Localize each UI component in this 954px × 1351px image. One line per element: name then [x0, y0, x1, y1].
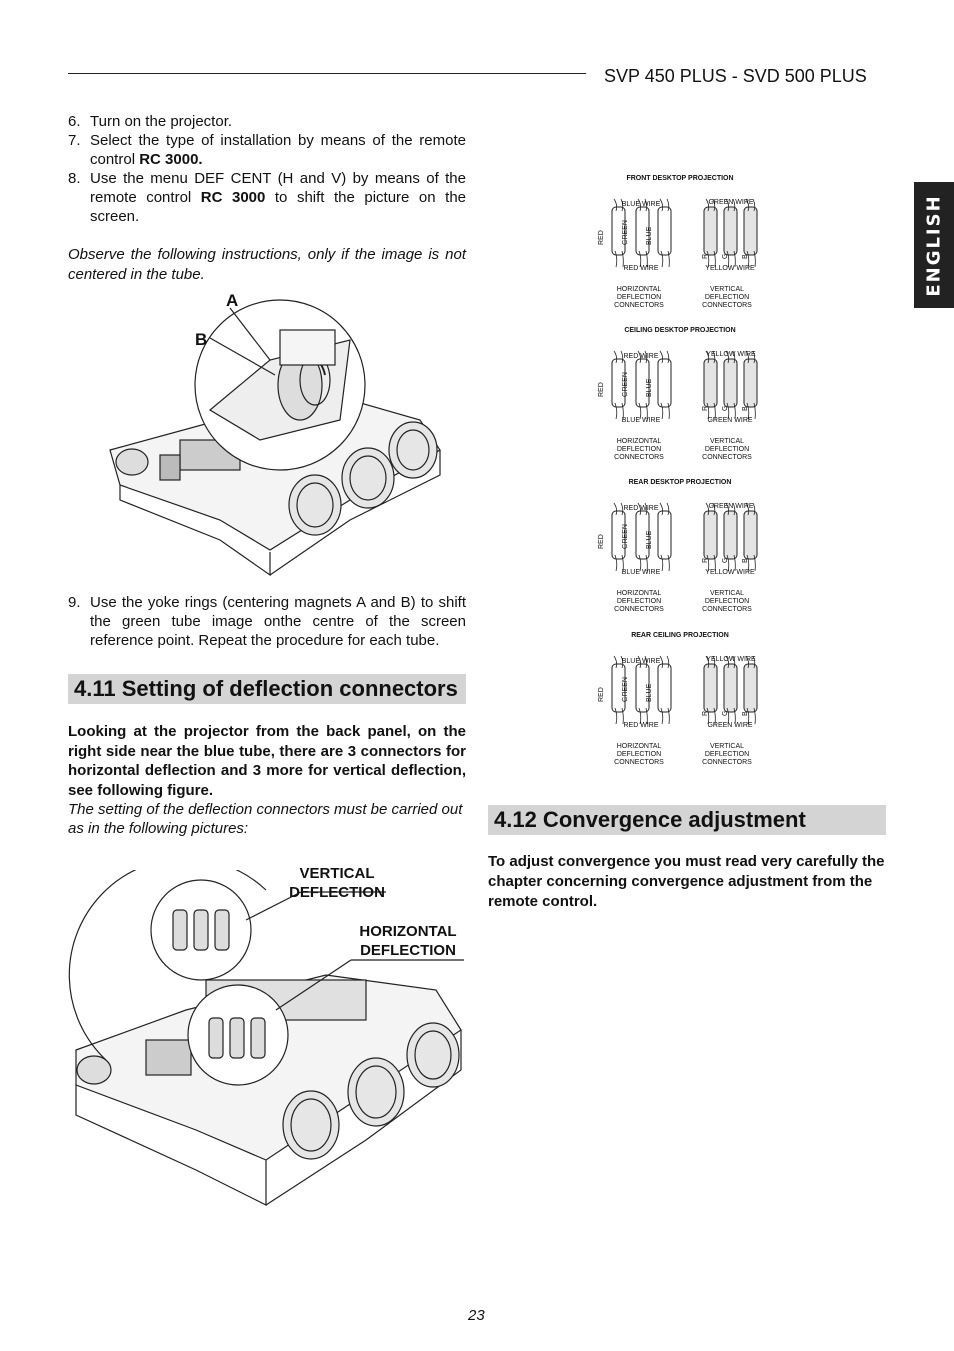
horizontal-connector: [658, 511, 671, 559]
vertical-connector: [724, 359, 737, 407]
horizontal-connector: [658, 359, 671, 407]
horizontal-color-label: BLUE: [646, 683, 653, 702]
horizontal-bottom-wire-label: RED WIRE: [623, 722, 659, 729]
horizontal-top-wire-label: RED WIRE: [623, 505, 659, 512]
horizontal-color-label: RED: [598, 382, 605, 397]
vertical-letter-label: R: [702, 405, 709, 411]
horizontal-connectors-caption: HORIZONTAL DEFLECTION CONNECTORS: [614, 438, 664, 461]
vertical-connectors-caption: VERTICAL DEFLECTION CONNECTORS: [702, 590, 752, 613]
horizontal-color-label: GREEN: [622, 372, 629, 397]
convergence-text: To adjust convergence you must read very carefully the chapter concerning convergence adjustment from the remote control.: [488, 853, 885, 910]
diagram-title: REAR CEILING PROJECTION: [631, 632, 729, 639]
deflection-note: The setting of the deflection connectors must be carried out as in the following pictures:: [68, 801, 463, 837]
vertical-connector: [724, 511, 737, 559]
deflection-intro: Looking at the projector from the back panel, on the right side near the blue tube, there are 3 connectors for horizontal deflection and 3 more for vertical deflection, see following figure.: [68, 723, 466, 799]
horizontal-color-label: BLUE: [646, 378, 653, 397]
page-number: 23: [468, 1307, 485, 1324]
horizontal-connector: [658, 664, 671, 712]
label-b: B: [195, 330, 208, 349]
vertical-letter-label: R: [702, 557, 709, 563]
language-label: ENGLISH: [923, 193, 945, 297]
yoke-rings-figure: [100, 290, 480, 585]
deflection-figure: [66, 870, 466, 1210]
horizontal-top-wire-label: BLUE WIRE: [621, 201, 661, 208]
vertical-letter-label: B: [742, 406, 749, 411]
centering-note: Observe the following instructions, only if the image is not centered in the tube.: [68, 246, 466, 283]
vertical-letter-label: R: [702, 253, 709, 259]
horizontal-connectors-caption: HORIZONTAL DEFLECTION CONNECTORS: [614, 590, 664, 613]
vertical-bottom-wire-label: YELLOW WIRE: [705, 569, 755, 576]
vertical-letter-label: G: [722, 405, 729, 411]
horizontal-color-label: RED: [598, 230, 605, 245]
horizontal-color-label: GREEN: [622, 677, 629, 702]
diagram-title: REAR DESKTOP PROJECTION: [628, 479, 732, 486]
step-7: 7. Select the type of installation by means of the remote control RC 3000.: [68, 132, 466, 168]
vertical-connector: [724, 664, 737, 712]
label-a: A: [226, 291, 239, 310]
horizontal-color-label: BLUE: [646, 530, 653, 549]
vertical-connector: [744, 207, 757, 255]
vertical-letter-label: G: [722, 710, 729, 716]
vertical-letter-label: B: [742, 711, 749, 716]
horizontal-bottom-wire-label: BLUE WIRE: [621, 417, 661, 424]
header-rule: [68, 73, 586, 74]
horizontal-color-label: BLUE: [646, 226, 653, 245]
vertical-letter-label: G: [722, 557, 729, 563]
horizontal-color-label: RED: [598, 687, 605, 702]
step-9: 9. Use the yoke rings (centering magnets A and B) to shift the green tube image onthe centre of the screen reference point. Repeat the procedure for each tube.: [68, 594, 466, 649]
horizontal-top-wire-label: BLUE WIRE: [621, 658, 661, 665]
vertical-deflection-label: VERTICAL DEFLECTION: [289, 865, 385, 901]
horizontal-color-label: RED: [598, 534, 605, 549]
horizontal-bottom-wire-label: BLUE WIRE: [621, 569, 661, 576]
section-412-heading: 4.12 Convergence adjustment: [488, 805, 886, 835]
horizontal-bottom-wire-label: RED WIRE: [623, 265, 659, 272]
steps-list-2: [68, 593, 466, 650]
vertical-connector: [744, 359, 757, 407]
document-title: SVP 450 PLUS - SVD 500 PLUS: [604, 66, 867, 86]
section-411-heading: 4.11 Setting of deflection connectors: [68, 674, 466, 704]
vertical-top-wire-label: GREEN WIRE: [708, 199, 754, 206]
vertical-letter-label: G: [722, 253, 729, 259]
step-8: 8. Use the menu DEF CENT (H and V) by means of the remote control RC 3000 to shift the picture on the screen.: [68, 170, 467, 225]
vertical-letter-label: R: [702, 710, 709, 716]
horizontal-connectors-caption: HORIZONTAL DEFLECTION CONNECTORS: [614, 286, 664, 309]
horizontal-deflection-label: HORIZONTAL DEFLECTION: [359, 923, 457, 959]
horizontal-color-label: GREEN: [622, 220, 629, 245]
vertical-top-wire-label: YELLOW WIRE: [706, 656, 756, 663]
language-tab: [914, 182, 954, 308]
horizontal-connectors-caption: HORIZONTAL DEFLECTION CONNECTORS: [614, 743, 664, 766]
vertical-top-wire-label: YELLOW WIRE: [706, 351, 756, 358]
diagram-title: CEILING DESKTOP PROJECTION: [624, 327, 736, 334]
vertical-letter-label: B: [742, 254, 749, 259]
vertical-connector: [704, 359, 717, 407]
vertical-connector: [744, 511, 757, 559]
horizontal-top-wire-label: RED WIRE: [623, 353, 659, 360]
vertical-connectors-caption: VERTICAL DEFLECTION CONNECTORS: [702, 438, 752, 461]
vertical-connector: [724, 207, 737, 255]
step-6: 6. Turn on the projector.: [68, 113, 233, 130]
diagram-title: FRONT DESKTOP PROJECTION: [626, 175, 734, 182]
vertical-connector: [744, 664, 757, 712]
horizontal-connector: [658, 207, 671, 255]
vertical-connector: [704, 511, 717, 559]
vertical-connectors-caption: VERTICAL DEFLECTION CONNECTORS: [702, 743, 752, 766]
vertical-connector: [704, 664, 717, 712]
vertical-connectors-caption: VERTICAL DEFLECTION CONNECTORS: [702, 286, 752, 309]
vertical-bottom-wire-label: GREEN WIRE: [707, 417, 753, 424]
vertical-bottom-wire-label: YELLOW WIRE: [705, 265, 755, 272]
vertical-connector: [704, 207, 717, 255]
steps-list: [68, 112, 466, 226]
vertical-top-wire-label: GREEN WIRE: [708, 503, 754, 510]
horizontal-color-label: GREEN: [622, 524, 629, 549]
vertical-bottom-wire-label: GREEN WIRE: [707, 722, 753, 729]
vertical-letter-label: B: [742, 558, 749, 563]
